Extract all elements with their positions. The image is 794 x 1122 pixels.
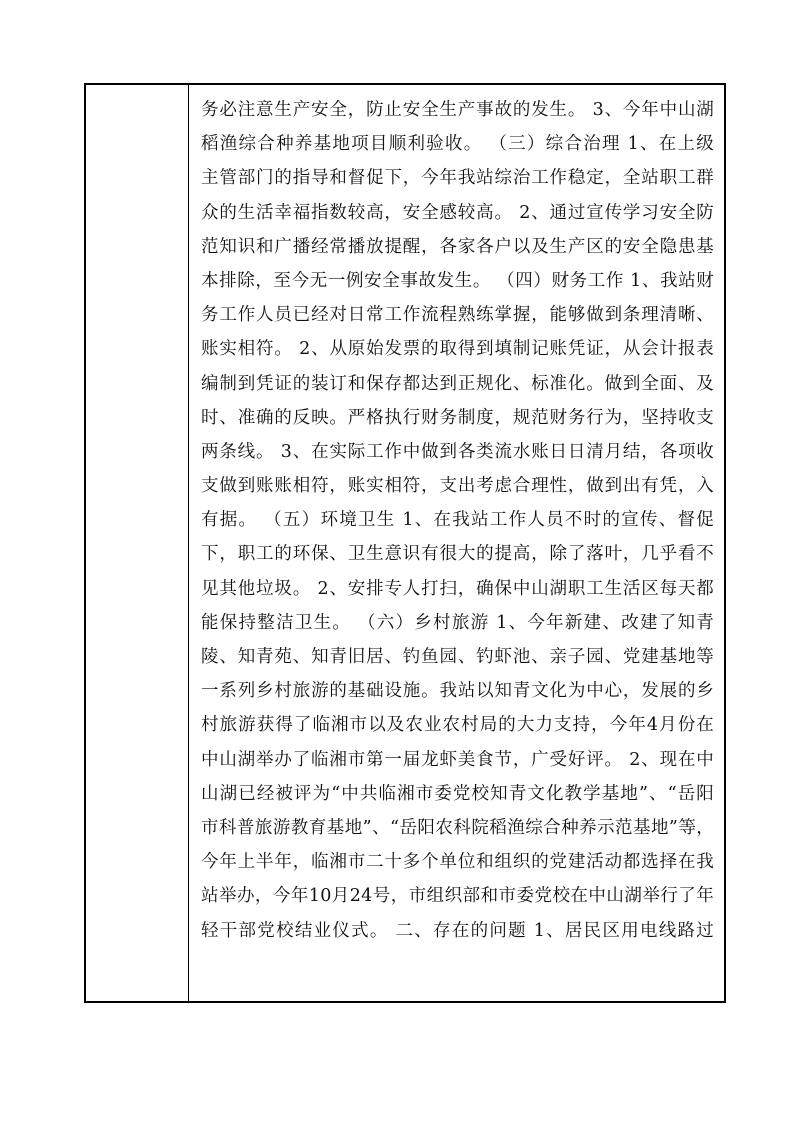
text-line: 支做到账账相符，账实相符，支出考虑合理性，做到出有凭，入 bbox=[201, 476, 714, 497]
text-line: 时、准确的反映。严格执行财务制度，规范财务行为，坚持收支 bbox=[201, 407, 714, 428]
text-line: 范知识和广播经常播放提醒，各家各户以及生产区的安全隐患基 bbox=[201, 236, 714, 257]
text-line: 站举办，今年10月24号，市组织部和市委党校在中山湖举行了年 bbox=[201, 886, 714, 907]
table-label-column bbox=[86, 85, 189, 1001]
text-line: 账实相符。 2、从原始发票的取得到填制记账凭证，从会计报表 bbox=[201, 339, 714, 360]
text-line: 务必注意生产安全，防止安全生产事故的发生。 3、今年中山湖 bbox=[201, 100, 714, 120]
text-line: 稻渔综合种养基地项目顺利验收。 （三）综合治理 1、在上级 bbox=[201, 134, 714, 155]
text-line: 山湖已经被评为“中共临湘市委党校知青文化教学基地”、“岳阳 bbox=[201, 783, 714, 804]
text-line: 两条线。 3、在实际工作中做到各类流水账日日清月结，各项收 bbox=[201, 441, 714, 462]
text-line: 下，职工的环保、卫生意识有很大的提高，除了落叶，几乎看不 bbox=[201, 544, 714, 565]
text-line: 能保持整洁卫生。 （六）乡村旅游 1、今年新建、改建了知青 bbox=[201, 612, 714, 633]
text-line: 一系列乡村旅游的基础设施。我站以知青文化为中心，发展的乡 bbox=[201, 681, 714, 702]
text-line: 村旅游获得了临湘市以及农业农村局的大力支持，今年4月份在 bbox=[201, 715, 714, 736]
text-line: 陵、知青苑、知青旧居、钓鱼园、钓虾池、亲子园、党建基地等 bbox=[201, 647, 714, 667]
text-line: 中山湖举办了临湘市第一届龙虾美食节，广受好评。 2、现在中 bbox=[201, 749, 714, 770]
text-line: 务工作人员已经对日常工作流程熟练掌握，能够做到条理清晰、 bbox=[201, 305, 714, 326]
table-content-cell bbox=[189, 85, 724, 1001]
text-line: 今年上半年，临湘市二十多个单位和组织的党建活动都选择在我 bbox=[201, 852, 714, 873]
text-line: 有据。 （五）环境卫生 1、在我站工作人员不时的宣传、督促 bbox=[201, 510, 714, 531]
text-line: 见其他垃圾。 2、安排专人打扫，确保中山湖职工生活区每天都 bbox=[201, 578, 714, 599]
text-line: 编制到凭证的装订和保存都达到正规化、标准化。做到全面、及 bbox=[201, 373, 714, 394]
text-line: 众的生活幸福指数较高，安全感较高。 2、通过宣传学习安全防 bbox=[201, 202, 714, 223]
text-line: 轻干部党校结业仪式。 二、存在的问题 1、居民区用电线路过 bbox=[201, 920, 714, 941]
text-line: 主管部门的指导和督促下，今年我站综治工作稳定，全站职工群 bbox=[201, 168, 714, 189]
text-line: 本排除，至今无一例安全事故发生。 （四）财务工作 1、我站财 bbox=[201, 270, 714, 291]
text-line: 市科普旅游教育基地”、“岳阳农科院稻渔综合种养示范基地”等， bbox=[201, 817, 714, 838]
report-table bbox=[84, 83, 726, 1003]
